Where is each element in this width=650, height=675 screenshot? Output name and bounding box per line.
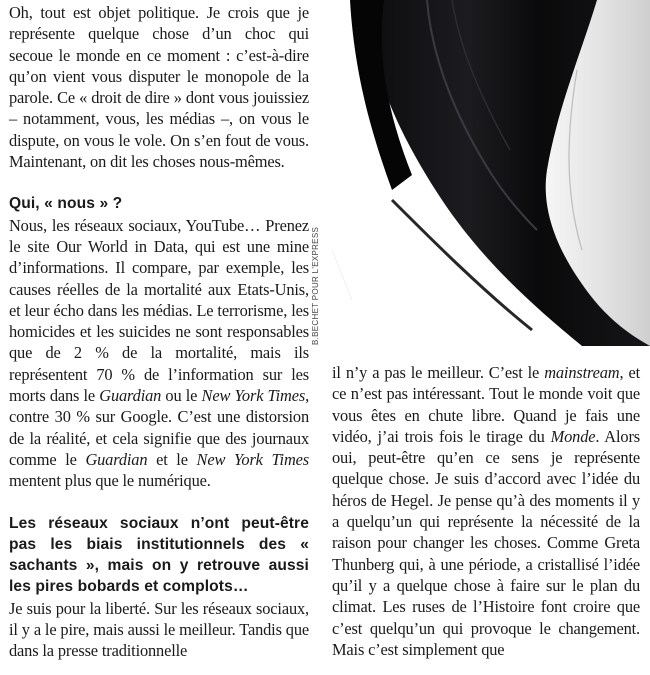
right-column	[332, 362, 640, 660]
paragraph: Nous, les réseaux sociaux, YouTube… Prenez le site Our World in Data, qui est une mine d’informations. Il compare, par exemple, les causes réelles de la mortalité aux Etats-Unis, et leur écho dans les médias. Le terrorisme, les homicides et les suicides ne sont responsables que de 2 % de la mortalité, mais ils représentent 70 % de l’information sur les morts dans le Guardian ou le New York Times, contre 30 % sur Google. C’est une distorsion de la réalité, et cela signifie que des journaux comme le Guardian et le New York Times mentent plus que le numérique.	[9, 215, 310, 491]
portrait-photo	[332, 0, 650, 346]
paragraph: Je suis pour la liberté. Sur les réseaux sociaux, il y a le pire, mais aussi le meilleur. Tandis que dans la presse traditionnelle	[9, 598, 309, 661]
paragraph: il n’y a pas le meilleur. C’est le mainstream, et ce n’est pas intéressant. Tout le monde voit que vous êtes en chute libre. Quand je fais une vidéo, j’ai trois fois le tirage du Monde. Alors oui, peut-être qu’en ce sens je représente quelque chose. Je suis d’accord avec l’idée du héros de Hegel. Je pense qu’à des moments il y a quelqu’un qui représente la nécessité de la raison pour changer les choses. Comme Greta Thunberg qui, à une période, a cristallisé l’idée qu’il y a quelque chose à faire sur le plan du climat. Les ruses de l’Histoire font croire que c’est quelqu’un qui provoque le changement. Mais c’est simplement que	[332, 363, 640, 659]
photo-credit: B.BECHET POUR L'EXPRESS	[311, 226, 320, 345]
interview-question: Les réseaux sociaux n’ont peut-être pas les biais institutionnels des « sachants », mais on y retrouve aussi les pires bobards et complots…	[9, 514, 309, 596]
portrait-photo-graphic	[332, 0, 650, 346]
left-column	[9, 2, 309, 662]
paragraph: Oh, tout est objet politique. Je crois que je représente quelque chose d’un choc qui secoue le monde en ce moment : c’est-à-dire qu’on vient vous disputer le monopole de la parole. Ce « droit de dire » dont vous jouissiez – notamment, vous, les médias –, on vous le dispute, on vous le vole. On s’en fout de vous. Maintenant, on dit les choses nous-mêmes.	[9, 3, 309, 172]
interview-question: Qui, « nous » ?	[9, 195, 123, 213]
